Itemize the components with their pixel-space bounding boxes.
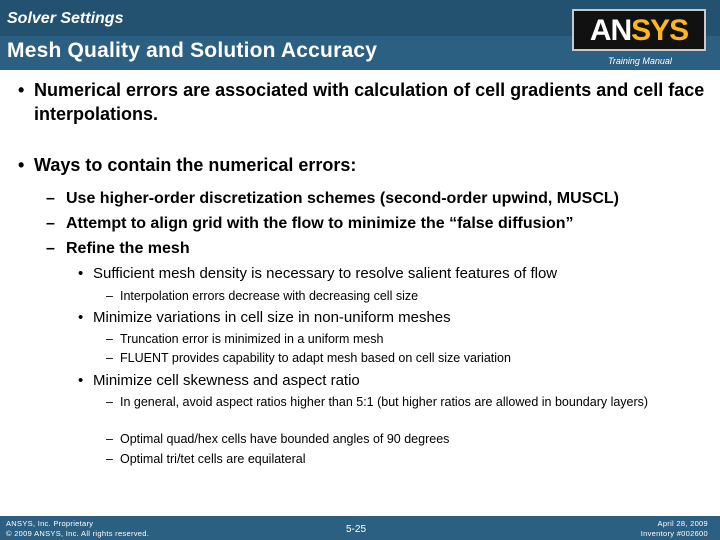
- sub-bullet-text: Refine the mesh: [66, 240, 190, 257]
- detail-text: Truncation error is minimized in a uniform mesh: [120, 332, 384, 346]
- sub-bullet-text: Use higher-order discretization schemes (second-order upwind, MUSCL): [66, 190, 619, 207]
- slide-footer: [0, 514, 720, 540]
- logo-part-an: AN: [589, 14, 632, 47]
- detail-tri-tet: [106, 451, 666, 468]
- dash-marker: –: [106, 395, 113, 409]
- sub-bullet-align-grid: [46, 212, 706, 236]
- bullet-marker: •: [18, 155, 25, 175]
- detail-text: Optimal quad/hex cells have bounded angles of 90 degrees: [120, 432, 450, 446]
- point-text: Minimize variations in cell size in non-uniform meshes: [93, 309, 451, 326]
- detail-text: Interpolation errors decrease with decreasing cell size: [120, 289, 419, 303]
- sub-bullet-higher-order: [46, 187, 706, 211]
- bullet-marker: •: [18, 80, 25, 100]
- detail-text: FLUENT provides capability to adapt mesh based on cell size variation: [120, 351, 511, 365]
- dash-marker: –: [46, 215, 55, 232]
- ansys-logo-text: [574, 13, 704, 49]
- bullet-marker: •: [78, 309, 84, 326]
- footer-inventory: Inventory #002600: [640, 529, 708, 538]
- point-text: Sufficient mesh density is necessary to resolve salient features of flow: [93, 265, 558, 282]
- detail-fluent-adapt: [106, 350, 666, 367]
- slide-header: [0, 0, 720, 70]
- page-number: 5-25: [346, 524, 367, 535]
- slide-subtitle: Solver Settings: [7, 10, 124, 27]
- dash-marker: –: [106, 452, 113, 466]
- point-skewness: [78, 370, 698, 392]
- detail-aspect-ratio: [106, 394, 666, 411]
- detail-quad-hex: [106, 431, 666, 448]
- dash-marker: –: [106, 332, 113, 346]
- point-text: Minimize cell skewness and aspect ratio: [93, 372, 360, 389]
- slide-title: Mesh Quality and Solution Accuracy: [7, 39, 378, 62]
- bullet-text: Ways to contain the numerical errors:: [34, 155, 357, 175]
- training-manual-label: Training Manual: [608, 56, 672, 66]
- bullet-marker: •: [78, 265, 84, 282]
- detail-text: In general, avoid aspect ratios higher than 5:1 (but higher ratios are allowed in boundary layers): [120, 395, 649, 409]
- bullet-contain-errors: [18, 153, 708, 177]
- footer-proprietary: [6, 519, 149, 539]
- sub-bullet-text: Attempt to align grid with the flow to minimize the “false diffusion”: [66, 215, 574, 232]
- point-cell-size-variation: [78, 307, 698, 329]
- ansys-logo: [572, 9, 706, 51]
- detail-interpolation-errors: [106, 288, 666, 305]
- dash-marker: –: [46, 240, 55, 257]
- sub-bullet-refine-mesh: [46, 237, 706, 261]
- bullet-text: Numerical errors are associated with calculation of cell gradients and cell face interpolations.: [34, 80, 705, 124]
- dash-marker: –: [106, 289, 113, 303]
- bullet-numerical-errors: [18, 78, 708, 126]
- dash-marker: –: [106, 351, 113, 365]
- footer-copyright: © 2009 ANSYS, Inc. All rights reserved.: [6, 529, 150, 538]
- dash-marker: –: [46, 190, 55, 207]
- detail-text: Optimal tri/tet cells are equilateral: [120, 452, 306, 466]
- bullet-marker: •: [78, 372, 84, 389]
- point-mesh-density: [78, 263, 698, 285]
- dash-marker: –: [106, 432, 113, 446]
- footer-company: ANSYS, Inc. Proprietary: [6, 519, 94, 528]
- logo-part-sys: SYS: [631, 14, 689, 47]
- footer-date: April 28, 2009: [657, 519, 708, 528]
- detail-truncation-error: [106, 331, 666, 348]
- footer-date-inventory: [641, 519, 708, 539]
